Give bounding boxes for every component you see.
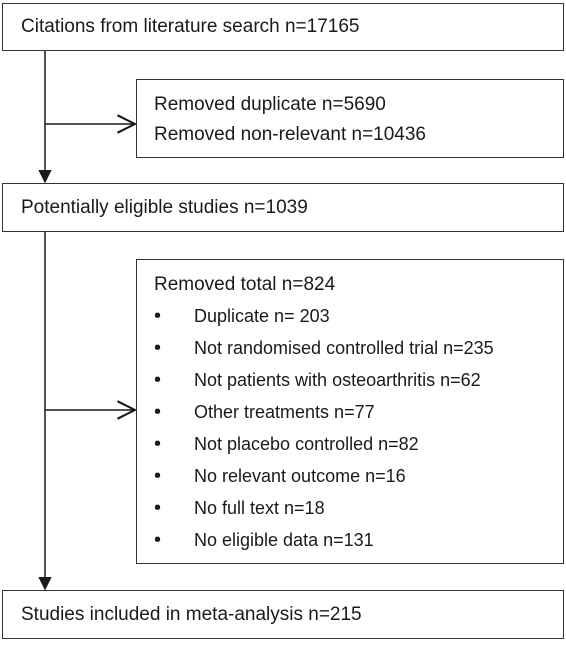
list-item-label: Not patients with osteoarthritis n=62 <box>194 370 481 390</box>
list-item-label: Not placebo controlled n=82 <box>194 434 419 454</box>
citations-box <box>2 3 564 51</box>
removed-non-relevant-label: Removed non-relevant n=10436 <box>154 124 426 145</box>
list-item-label: No eligible data n=131 <box>194 530 374 550</box>
citations-label: Citations from literature search n=17165 <box>21 16 360 37</box>
bullet-icon: • <box>154 497 162 519</box>
removed-duplicate-label: Removed duplicate n=5690 <box>154 94 386 115</box>
list-item <box>154 460 563 492</box>
included-box <box>2 590 564 639</box>
removed-first-box <box>136 79 564 158</box>
list-item <box>154 524 563 556</box>
bullet-icon: • <box>154 305 162 327</box>
bullet-icon: • <box>154 369 162 391</box>
bullet-icon: • <box>154 337 162 359</box>
removed-total-box <box>136 259 564 564</box>
list-item-label: Duplicate n= 203 <box>194 306 330 326</box>
list-item <box>154 396 563 428</box>
list-item <box>154 492 563 524</box>
list-item <box>154 428 563 460</box>
list-item-label: Not randomised controlled trial n=235 <box>194 338 494 358</box>
bullet-icon: • <box>154 529 162 551</box>
exclusion-reasons-list <box>154 300 563 556</box>
bullet-icon: • <box>154 433 162 455</box>
list-item <box>154 332 563 364</box>
included-label: Studies included in meta-analysis n=215 <box>21 603 362 625</box>
list-item-label: Other treatments n=77 <box>194 402 375 422</box>
potentially-eligible-box <box>2 183 564 232</box>
list-item-label: No relevant outcome n=16 <box>194 466 406 486</box>
list-item <box>154 364 563 396</box>
removed-total-title: Removed total n=824 <box>154 274 336 295</box>
list-item <box>154 300 563 332</box>
list-item-label: No full text n=18 <box>194 498 325 518</box>
bullet-icon: • <box>154 465 162 487</box>
bullet-icon: • <box>154 401 162 423</box>
potentially-eligible-label: Potentially eligible studies n=1039 <box>21 196 308 218</box>
